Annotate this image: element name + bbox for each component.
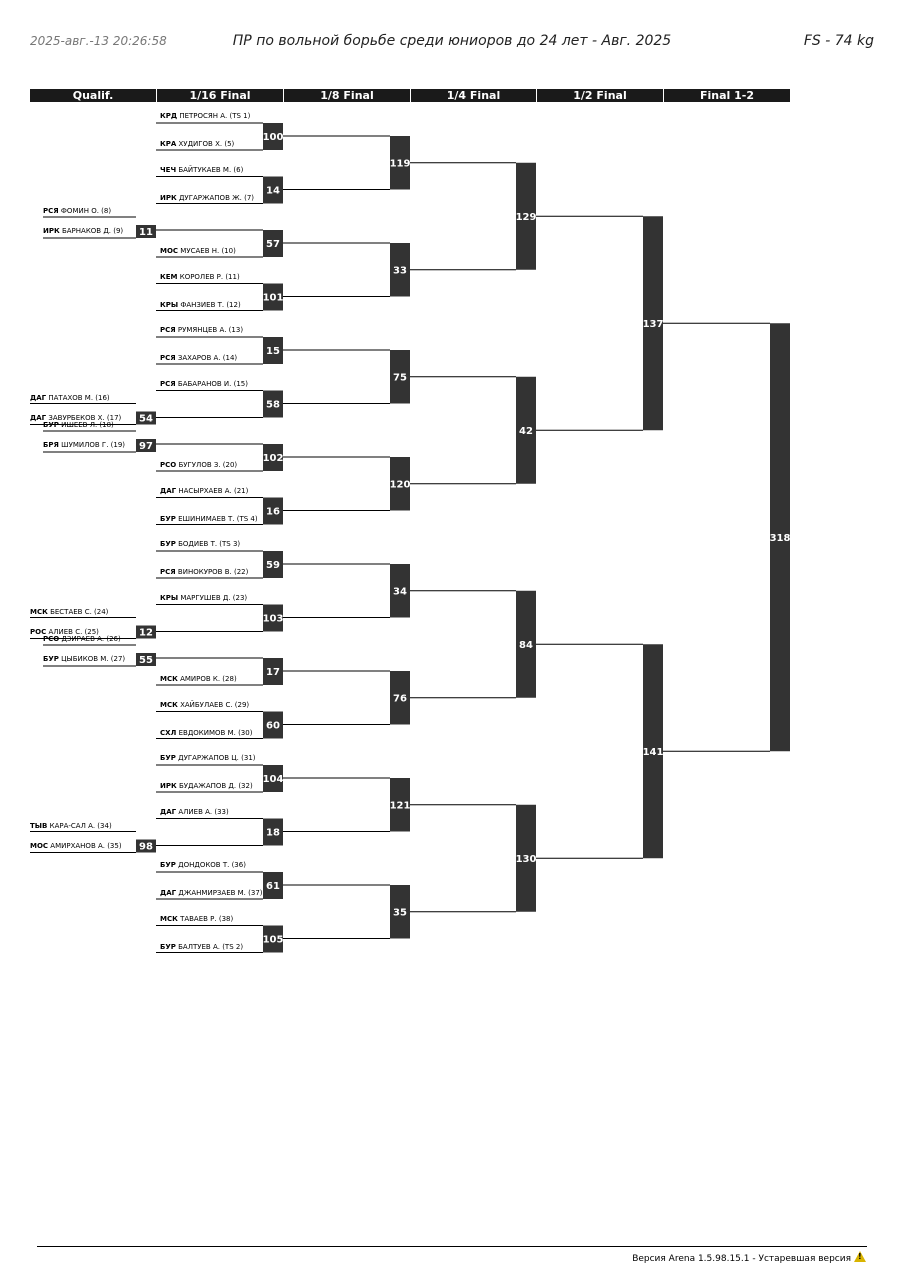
qualif-wrestler xyxy=(43,207,111,216)
team-code: КРД xyxy=(160,112,178,120)
team-code: ДАГ xyxy=(160,889,177,897)
team-code: МСК xyxy=(160,914,178,923)
team-code: ДАГ xyxy=(160,486,177,495)
team-code: МОС xyxy=(30,841,49,850)
r16-wrestler xyxy=(160,754,256,763)
r16-wrestler xyxy=(160,729,252,738)
team-code: ИРК xyxy=(160,193,177,202)
r8-bout-number: 119 xyxy=(389,158,411,170)
team-code: БУР xyxy=(160,942,176,951)
r16-bout-number: 14 xyxy=(266,185,280,197)
r16-wrestler xyxy=(160,782,253,791)
wrestler-name: НАСЫРХАЕВ А. (21) xyxy=(178,486,249,495)
semifinal-bout-number: 137 xyxy=(642,318,664,330)
r16-wrestler xyxy=(160,354,237,363)
version-text: Версия Arena 1.5.98.15.1 - Устаревшая версия xyxy=(632,1254,851,1264)
print-timestamp: 2025-авг.-13 20:26:58 xyxy=(30,34,167,48)
wrestler-name: ЦЫБИКОВ М. (27) xyxy=(61,655,126,663)
qualif-bout-number: 54 xyxy=(139,413,153,425)
wrestler-name: БАЛТУЕВ А. (TS 2) xyxy=(178,942,244,951)
qualif-wrestler xyxy=(43,635,121,644)
qualif-wrestler xyxy=(30,608,108,617)
r16-wrestler xyxy=(160,487,248,496)
r16-bout-number: 17 xyxy=(266,667,280,678)
wrestler-name: ДУГАРЖАПОВ Ц. (31) xyxy=(178,754,256,762)
r16-bout-number: 59 xyxy=(266,560,280,571)
team-code: ДАГ xyxy=(160,807,177,816)
r8-bout-number: 35 xyxy=(393,907,407,919)
team-code: КРЫ xyxy=(160,593,179,602)
r16-wrestler xyxy=(160,861,246,870)
wrestler-name: ДЖАНМИРЗАЕВ М. (37) xyxy=(178,889,263,897)
r16-bout-number: 100 xyxy=(262,132,284,143)
version-footer xyxy=(632,1251,866,1264)
team-code: РСО xyxy=(160,461,177,469)
wrestler-name: ЗАХАРОВ А. (14) xyxy=(177,354,238,362)
r16-wrestler xyxy=(160,915,233,924)
qualif-bout-number: 55 xyxy=(139,655,153,666)
wrestler-name: БАРНАКОВ Д. (9) xyxy=(61,227,124,235)
wrestler-name: ДОНДОКОВ Т. (36) xyxy=(178,861,246,869)
qualif-wrestler xyxy=(30,822,112,831)
footer-divider xyxy=(37,1246,867,1247)
semifinal-bout-number: 141 xyxy=(642,746,664,758)
r16-wrestler xyxy=(160,247,236,256)
r8-bout-number: 34 xyxy=(393,586,407,598)
r16-wrestler xyxy=(160,112,250,121)
r8-bout-number: 33 xyxy=(393,265,407,277)
team-code: ТЫВ xyxy=(30,821,48,830)
wrestler-name: АМИРОВ К. (28) xyxy=(180,675,237,683)
team-code: КРЫ xyxy=(160,300,179,309)
wrestler-name: КАРА-САЛ А. (34) xyxy=(49,821,112,830)
team-code: БУР xyxy=(160,540,176,548)
wrestler-name: ХУДИГОВ Х. (5) xyxy=(178,140,235,148)
warning-icon xyxy=(854,1251,866,1262)
qualif-wrestler xyxy=(43,421,114,430)
r16-wrestler xyxy=(160,326,243,335)
r4-bout-number: 84 xyxy=(519,639,533,651)
team-code: БУР xyxy=(160,754,176,762)
wrestler-name: БУГУЛОВ З. (20) xyxy=(178,461,238,469)
team-code: РОС xyxy=(30,627,47,636)
r16-bout-number: 58 xyxy=(266,399,280,411)
wrestler-name: ФОМИН О. (8) xyxy=(60,207,112,215)
r16-wrestler xyxy=(160,194,254,203)
r16-bout-number: 103 xyxy=(262,613,284,625)
r16-wrestler xyxy=(160,515,258,524)
team-code: РСЯ xyxy=(43,207,59,215)
wrestler-name: ЕВДОКИМОВ М. (30) xyxy=(178,728,253,737)
r16-bout-number: 101 xyxy=(262,292,284,304)
team-code: СХЛ xyxy=(160,728,177,737)
wrestler-name: ТАВАЕВ Р. (38) xyxy=(180,914,234,923)
r16-wrestler xyxy=(160,568,248,577)
team-code: МСК xyxy=(160,675,178,683)
wrestler-name: ПАТАХОВ М. (16) xyxy=(48,393,110,402)
qualif-bout-number: 11 xyxy=(139,227,153,238)
team-code: РСЯ xyxy=(160,568,176,576)
team-code: ДАГ xyxy=(30,413,47,422)
r16-bout-number: 15 xyxy=(266,346,280,357)
wrestler-name: ИШЕЕВ Л. (18) xyxy=(61,421,114,429)
wrestler-name: БОДИЕВ Т. (TS 3) xyxy=(178,540,241,548)
qualif-wrestler xyxy=(30,842,122,851)
team-code: БУР xyxy=(43,655,59,663)
qualif-wrestler xyxy=(43,655,125,664)
r16-wrestler xyxy=(160,808,229,817)
wrestler-name: АЛИЕВ А. (33) xyxy=(178,807,229,816)
wrestler-name: ФАНЗИЕВ Т. (12) xyxy=(180,300,241,309)
wrestler-name: БАЙТУКАЕВ М. (6) xyxy=(178,165,244,174)
r16-wrestler xyxy=(160,380,248,389)
r16-bout-number: 61 xyxy=(266,881,280,892)
team-code: БУР xyxy=(43,421,59,429)
team-code: КЕМ xyxy=(160,272,178,281)
wrestler-name: БУДАЖАПОВ Д. (32) xyxy=(178,782,253,790)
round-header-qualif: Qualif. xyxy=(30,89,156,102)
qualif-bout-number: 97 xyxy=(139,441,153,452)
r16-wrestler xyxy=(160,943,243,952)
r16-wrestler xyxy=(160,701,249,710)
team-code: РСЯ xyxy=(160,354,176,362)
round-header-1-2: 1/2 Final xyxy=(536,89,663,102)
qualif-wrestler xyxy=(30,394,110,403)
r16-wrestler xyxy=(160,301,241,310)
wrestler-name: ЗАВУРБЕКОВ Х. (17) xyxy=(48,413,122,422)
wrestler-name: АМИРХАНОВ А. (35) xyxy=(50,841,122,850)
tournament-title: ПР по вольной борьбе среди юниоров до 24 лет - Авг. 2025 xyxy=(232,33,672,49)
r16-wrestler xyxy=(160,594,247,603)
team-code: ИРК xyxy=(160,782,177,790)
qualif-wrestler xyxy=(43,227,123,236)
team-code: МОС xyxy=(160,247,179,255)
team-code: БУР xyxy=(160,514,176,523)
qualif-bout-number: 12 xyxy=(139,627,153,639)
team-code: РСЯ xyxy=(160,326,176,334)
r16-wrestler xyxy=(160,166,243,175)
r16-bout-number: 18 xyxy=(266,827,280,839)
r4-bout-number: 42 xyxy=(519,425,533,437)
team-code: ДАГ xyxy=(30,393,47,402)
wrestler-name: МУСАЕВ Н. (10) xyxy=(180,247,236,255)
wrestler-name: МАРГУШЕВ Д. (23) xyxy=(180,593,248,602)
final-bout-number: 318 xyxy=(769,532,791,544)
wrestler-name: КОРОЛЕВ Р. (11) xyxy=(179,272,240,281)
r4-bout-number: 129 xyxy=(515,211,537,223)
team-code: БУР xyxy=(160,861,176,869)
r8-bout-number: 76 xyxy=(393,693,407,705)
qualif-bout-number: 98 xyxy=(139,841,153,853)
wrestler-name: ЕШИНИМАЕВ Т. (TS 4) xyxy=(178,514,258,523)
r16-bout-number: 16 xyxy=(266,506,280,518)
r16-wrestler xyxy=(160,540,240,549)
round-header-1-8: 1/8 Final xyxy=(283,89,410,102)
team-code: ИРК xyxy=(43,227,60,235)
wrestler-name: РУМЯНЦЕВ А. (13) xyxy=(177,326,244,334)
r16-wrestler xyxy=(160,461,237,470)
round-header-1-4: 1/4 Final xyxy=(410,89,536,102)
r16-bout-number: 105 xyxy=(262,934,284,946)
r8-bout-number: 75 xyxy=(393,372,407,384)
r8-bout-number: 120 xyxy=(389,479,411,491)
wrestler-name: БАБАРАНОВ И. (15) xyxy=(177,379,248,388)
round-header-1-16: 1/16 Final xyxy=(156,89,283,102)
wrestler-name: БЕСТАЕВ С. (24) xyxy=(50,607,109,616)
r16-wrestler xyxy=(160,273,240,282)
r16-wrestler xyxy=(160,889,263,898)
r4-bout-number: 130 xyxy=(515,853,537,865)
wrestler-name: ДУГАРЖАПОВ Ж. (7) xyxy=(178,193,255,202)
r8-bout-number: 121 xyxy=(389,800,411,812)
team-code: МСК xyxy=(30,607,48,616)
team-code: РСО xyxy=(43,635,60,643)
r16-bout-number: 102 xyxy=(262,453,284,464)
team-code: ЧЕЧ xyxy=(160,165,177,174)
qualif-wrestler xyxy=(43,441,125,450)
wrestler-name: ХАЙБУЛАЕВ С. (29) xyxy=(180,700,250,709)
wrestler-name: ШУМИЛОВ Г. (19) xyxy=(61,441,126,449)
wrestler-name: АЛИЕВ С. (25) xyxy=(48,627,99,636)
team-code: РСЯ xyxy=(160,379,176,388)
r16-bout-number: 104 xyxy=(262,774,284,785)
team-code: БРЯ xyxy=(43,441,59,449)
r16-wrestler xyxy=(160,140,234,149)
r16-wrestler xyxy=(160,675,237,684)
round-header-final: Final 1-2 xyxy=(663,89,790,102)
r16-bout-number: 60 xyxy=(266,720,280,732)
wrestler-name: ДЗИРАЕВ А. (26) xyxy=(61,635,121,643)
wrestler-name: ВИНОКУРОВ В. (22) xyxy=(177,568,249,576)
team-code: КРА xyxy=(160,140,177,148)
wrestler-name: ПЕТРОСЯН А. (TS 1) xyxy=(179,112,251,120)
team-code: МСК xyxy=(160,700,178,709)
weight-category: FS - 74 kg xyxy=(803,33,874,49)
r16-bout-number: 57 xyxy=(266,239,280,250)
